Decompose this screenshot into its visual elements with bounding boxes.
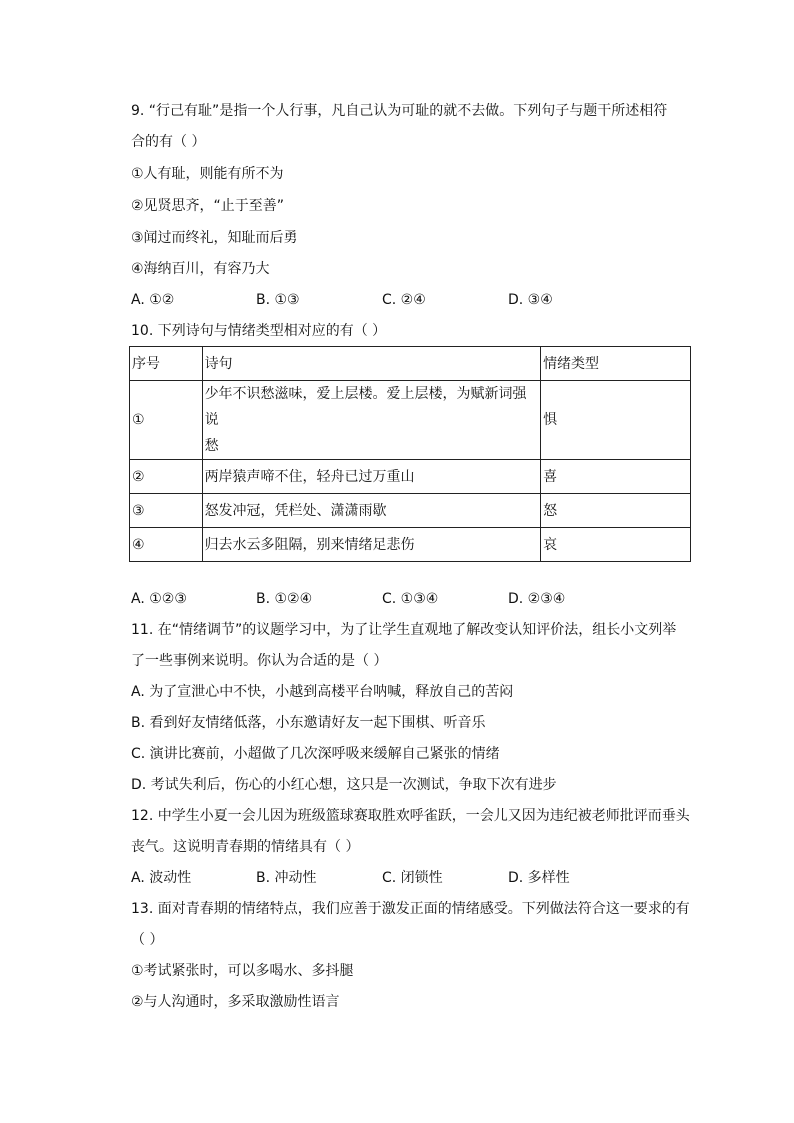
q11-choice-d[interactable]: D. 考试失利后，伤心的小红心想，这只是一次测试，争取下次有进步 [131, 777, 557, 793]
row-emotion: 喜 [541, 460, 691, 494]
q13-stem-line1: 13. 面对青春期的情绪特点，我们应善于激发正面的情绪感受。下列做法符合这一要求的有 [131, 901, 690, 917]
q10-options [131, 589, 691, 609]
header-verse: 诗句 [202, 347, 541, 381]
q12-option-b[interactable]: B. 冲动性 [256, 870, 317, 886]
q9-stem-line2: 合的有（ ） [131, 134, 206, 150]
row-verse-line1: 少年不识愁滋味，爱上层楼。爱上层楼，为赋新词强说 [204, 386, 527, 428]
q12-stem-line2: 丧气。这说明青春期的情绪具有（ ） [131, 839, 360, 855]
q9-item-4: ④海纳百川，有容乃大 [131, 261, 270, 277]
q11-stem-line1: 11. 在“情绪调节”的议题学习中，为了让学生直观地了解改变认知评价法，组长小文列举 [131, 622, 677, 638]
q9-option-c[interactable]: C. ②④ [382, 292, 426, 308]
table-header-row [130, 347, 691, 381]
q11-choice-a[interactable]: A. 为了宣泄心中不快，小越到高楼平台呐喊，释放自己的苦闷 [131, 684, 514, 700]
q12-stem-line1: 12. 中学生小夏一会儿因为班级篮球赛取胜欢呼雀跃，一会儿又因为违纪被老师批评而垂头 [131, 808, 690, 824]
q10-option-d[interactable]: D. ②③④ [508, 591, 566, 607]
q9-options [131, 290, 691, 310]
row-verse-line2: 愁 [204, 438, 219, 454]
q11-choice-b[interactable]: B. 看到好友情绪低落，小东邀请好友一起下围棋、听音乐 [131, 715, 486, 731]
q12-option-c[interactable]: C. 闭锁性 [382, 870, 443, 886]
q9-item-1: ①人有耻，则能有所不为 [131, 166, 284, 182]
row-no: ④ [130, 528, 203, 562]
q9-option-d[interactable]: D. ③④ [508, 292, 553, 308]
q12-option-d[interactable]: D. 多样性 [508, 870, 570, 886]
q9-option-b[interactable]: B. ①③ [256, 292, 300, 308]
table-row [130, 494, 691, 528]
q9-item-2: ②见贤思齐，“止于至善” [131, 198, 285, 214]
row-emotion: 惧 [541, 381, 691, 460]
q9-item-3: ③闻过而终礼，知耻而后勇 [131, 230, 298, 246]
row-emotion: 怒 [541, 494, 691, 528]
q11-stem-line2: 了一些事例来说明。你认为合适的是（ ） [131, 653, 388, 669]
q13-item-2: ②与人沟通时，多采取激励性语言 [131, 994, 340, 1010]
q12-options [131, 868, 691, 888]
q12-option-a[interactable]: A. 波动性 [131, 870, 192, 886]
q10-stem: 10. 下列诗句与情绪类型相对应的有（ ） [131, 323, 387, 339]
row-verse [202, 381, 541, 460]
q9-stem-line1: 9. “行己有耻”是指一个人行事，凡自己认为可耻的就不去做。下列句子与题干所述相符 [131, 103, 668, 119]
table-row [130, 460, 691, 494]
q9-option-a[interactable]: A. ①② [131, 292, 175, 308]
q13-item-1: ①考试紧张时，可以多喝水、多抖腿 [131, 963, 354, 979]
row-no: ③ [130, 494, 203, 528]
row-verse: 怒发冲冠，凭栏处、潇潇雨歇 [202, 494, 541, 528]
q10-option-c[interactable]: C. ①③④ [382, 591, 439, 607]
table-row [130, 528, 691, 562]
q10-table [129, 346, 691, 562]
table-row [130, 381, 691, 460]
row-no: ① [130, 381, 203, 460]
q13-stem-line2: （ ） [131, 932, 164, 948]
row-verse: 两岸猿声啼不住，轻舟已过万重山 [202, 460, 541, 494]
row-emotion: 哀 [541, 528, 691, 562]
q11-choice-c[interactable]: C. 演讲比赛前，小超做了几次深呼吸来缓解自己紧张的情绪 [131, 746, 500, 762]
header-emotion: 情绪类型 [541, 347, 691, 381]
header-no: 序号 [130, 347, 203, 381]
q10-option-b[interactable]: B. ①②④ [256, 591, 313, 607]
row-verse: 归去水云多阻隔，别来情绪足悲伤 [202, 528, 541, 562]
row-no: ② [130, 460, 203, 494]
q10-option-a[interactable]: A. ①②③ [131, 591, 187, 607]
